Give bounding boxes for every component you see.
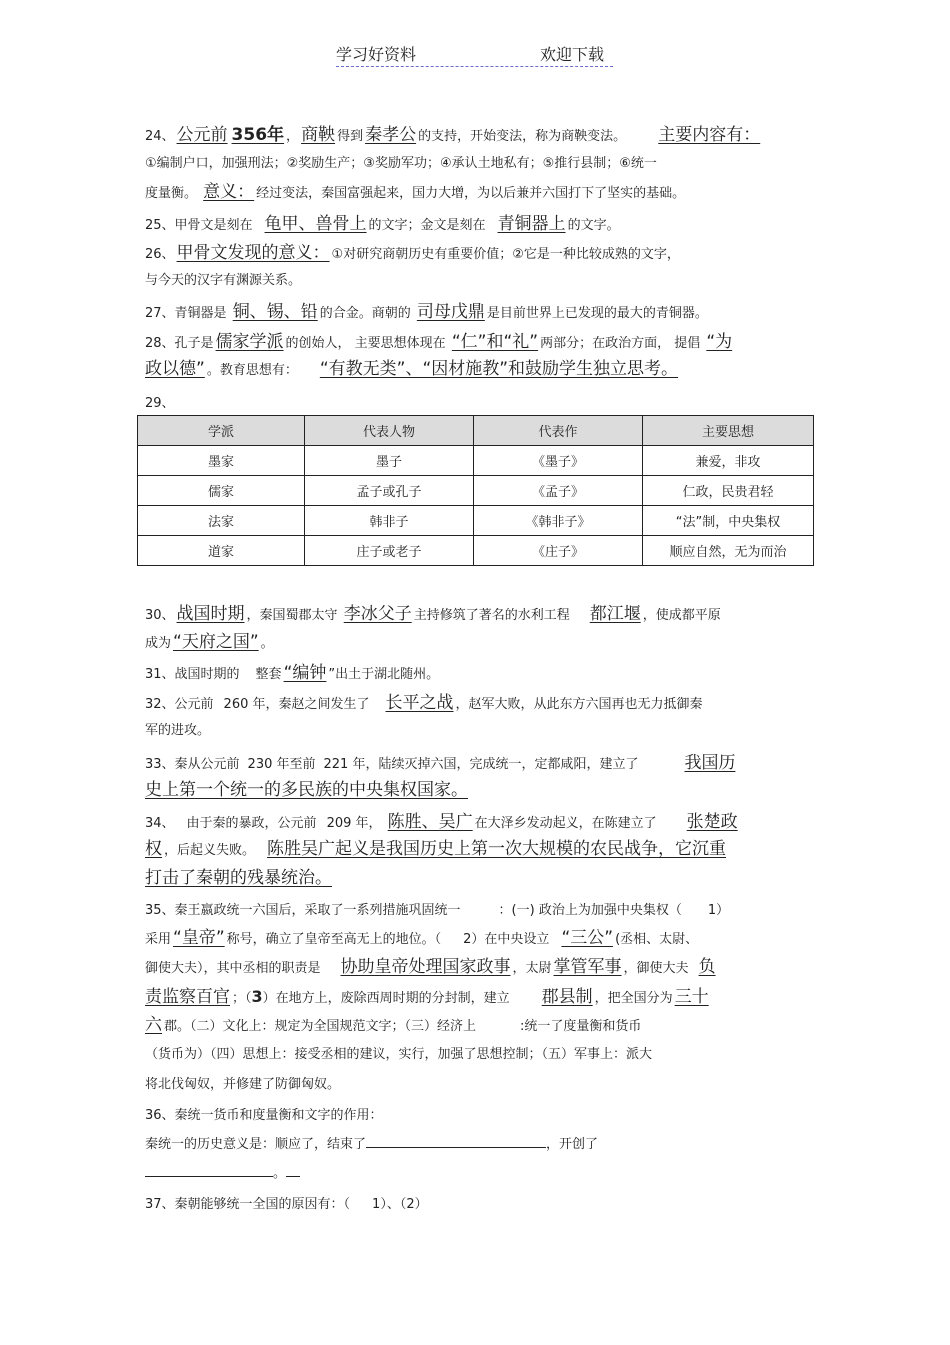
table-cell: 仁政，民贵君轻 (642, 476, 813, 506)
q34-line1: 34、 由于秦的暴政，公元前 209 年， 陈胜、吴广 在大泽乡发动起义，在陈建立了 张楚政 (145, 812, 738, 832)
header-right-text: 欢迎下载 (540, 45, 605, 64)
q35-line6: （货币为）（四）思想上：接受丞相的建议，实行，加强了思想控制；（五）军事上：派大 (145, 1047, 653, 1062)
q34-line3: 打击了秦朝的残暴统治。 (145, 868, 332, 888)
header-divider (336, 66, 613, 67)
table-cell: 韩非子 (304, 506, 473, 536)
q35-line3: 御使大夫），其中丞相的职责是 协助皇帝处理国家政事 ，太尉 掌管军事 ，御使大夫 负 (145, 957, 716, 977)
q24-line2: ①编制户口，加强刑法；②奖励生产；③奖励军功；④承认土地私有；⑤推行县制；⑥统一 (145, 156, 657, 171)
table-cell: 兼爱，非攻 (642, 446, 813, 476)
answer-blank-tail (286, 1164, 300, 1177)
q30-line1: 30、 战国时期 ，秦国蜀郡太守 李冰父子 主持修筑了著名的水利工程 都江堰 ，使成都平原 (145, 604, 721, 624)
table-cell: 墨子 (304, 446, 473, 476)
table-row (138, 536, 814, 566)
q35-line7: 将北伐匈奴，并修建了防御匈奴。 (145, 1077, 341, 1092)
q34-line2: 权 ，后起义失败。 陈胜吴广起义是我国历史上第一次大规模的农民战争，它沉重 (145, 839, 727, 859)
q31-line: 31、战国时期的 整套 “编钟 ”出土于湖北随州。 (145, 663, 440, 683)
q36-line3: 。 (145, 1164, 810, 1183)
q29-label: 29、 (145, 396, 175, 411)
q24-line1: 24、 公元前 356年 ， 商鞅 得到 秦孝公 的支持，开始变法，称为商鞅变法。 主要内容有： (145, 125, 761, 145)
philosophy-schools-table (137, 415, 814, 566)
table-cell: 法家 (138, 506, 305, 536)
table-row (138, 506, 814, 536)
table-row (138, 476, 814, 506)
q27-line: 27、青铜器是 铜、锡、铅 的合金。商朝的 司母戊鼎 是目前世界上已发现的最大的青铜器。 (145, 302, 708, 322)
q25-line: 25、甲骨文是刻在 龟甲、兽骨上 的文字；金文是刻在 青铜器上 的文字。 (145, 214, 620, 234)
q26-line2: 与今天的汉字有渊源关系。 (145, 273, 302, 288)
q33-line1: 33、秦从公元前 230 年至前 221 年，陆续灭掉六国，完成统一，定都咸阳，建立了 我国历 (145, 753, 736, 773)
table-cell: 庄子或老子 (304, 536, 473, 566)
q33-line2: 史上第一个统一的多民族的中央集权国家。 (145, 780, 468, 800)
header-left-text: 学习好资料 (336, 45, 417, 64)
table-header-cell: 学派 (138, 416, 305, 446)
table-header-cell: 代表人物 (304, 416, 473, 446)
q36-line1: 36、秦统一货币和度量衡和文字的作用： (145, 1108, 383, 1123)
answer-blank[interactable] (145, 1164, 273, 1177)
table-header-cell: 代表作 (473, 416, 642, 446)
q35-line1: 35、秦王嬴政统一六国后，采取了一系列措施巩固统一 ：(一) 政治上为加强中央集权（ 1） (145, 903, 730, 918)
table-row (138, 446, 814, 476)
q35-line4: 责监察百官 ；（3）在地方上，废除西周时期的分封制，建立 郡县制 ，把全国分为 三十 (145, 987, 709, 1007)
table-header-cell: 主要思想 (642, 416, 813, 446)
q24-line3: 度量衡。 意义： 经过变法，秦国富强起来，国力大增，为以后兼并六国打下了坚实的基础。 (145, 182, 686, 202)
q28-line2: 政以德” 。教育思想有： “有教无类”、“因材施教”和鼓励学生独立思考。 (145, 359, 679, 379)
answer-blank[interactable] (366, 1135, 546, 1148)
table-cell: “法”制，中央集权 (642, 506, 813, 536)
table-cell: 《孟子》 (473, 476, 642, 506)
q32-line1: 32、公元前 260 年，秦赵之间发生了 长平之战 ，赵军大败，从此东方六国再也无力抵御秦 (145, 693, 703, 713)
table-header-row (138, 416, 814, 446)
table-cell: 《韩非子》 (473, 506, 642, 536)
table-cell: 《庄子》 (473, 536, 642, 566)
q35-line2: 采用 “皇帝” 称号，确立了皇帝至高无上的地位。（ 2）在中央设立 “三公” (丞相、太尉、 (145, 928, 699, 948)
q26-line1: 26、 甲骨文发现的意义： ①对研究商朝历史有重要价值；②它是一种比较成熟的文字， (145, 243, 680, 263)
table-cell: 《墨子》 (473, 446, 642, 476)
table-cell: 儒家 (138, 476, 305, 506)
q28-line1: 28、孔子是 儒家学派 的创始人， 主要思想体现在 “仁”和“礼” 两部分；在政治方面， 提倡 “为 (145, 332, 733, 352)
q35-line5: 六 郡。（二）文化上：规定为全国规范文字；（三）经济上 :统一了度量衡和货币 (145, 1015, 642, 1035)
table-cell: 道家 (138, 536, 305, 566)
q32-line2: 军的进攻。 (145, 723, 211, 738)
q37-line: 37、秦朝能够统一全国的原因有：（ 1）、（2） (145, 1197, 428, 1212)
q36-line2: 秦统一的历史意义是：顺应了，结束了 ，开创了 (145, 1137, 599, 1152)
table-cell: 顺应自然，无为而治 (642, 536, 813, 566)
q30-line2: 成为 “天府之国” 。 (145, 632, 274, 652)
table-cell: 墨家 (138, 446, 305, 476)
table-cell: 孟子或孔子 (304, 476, 473, 506)
